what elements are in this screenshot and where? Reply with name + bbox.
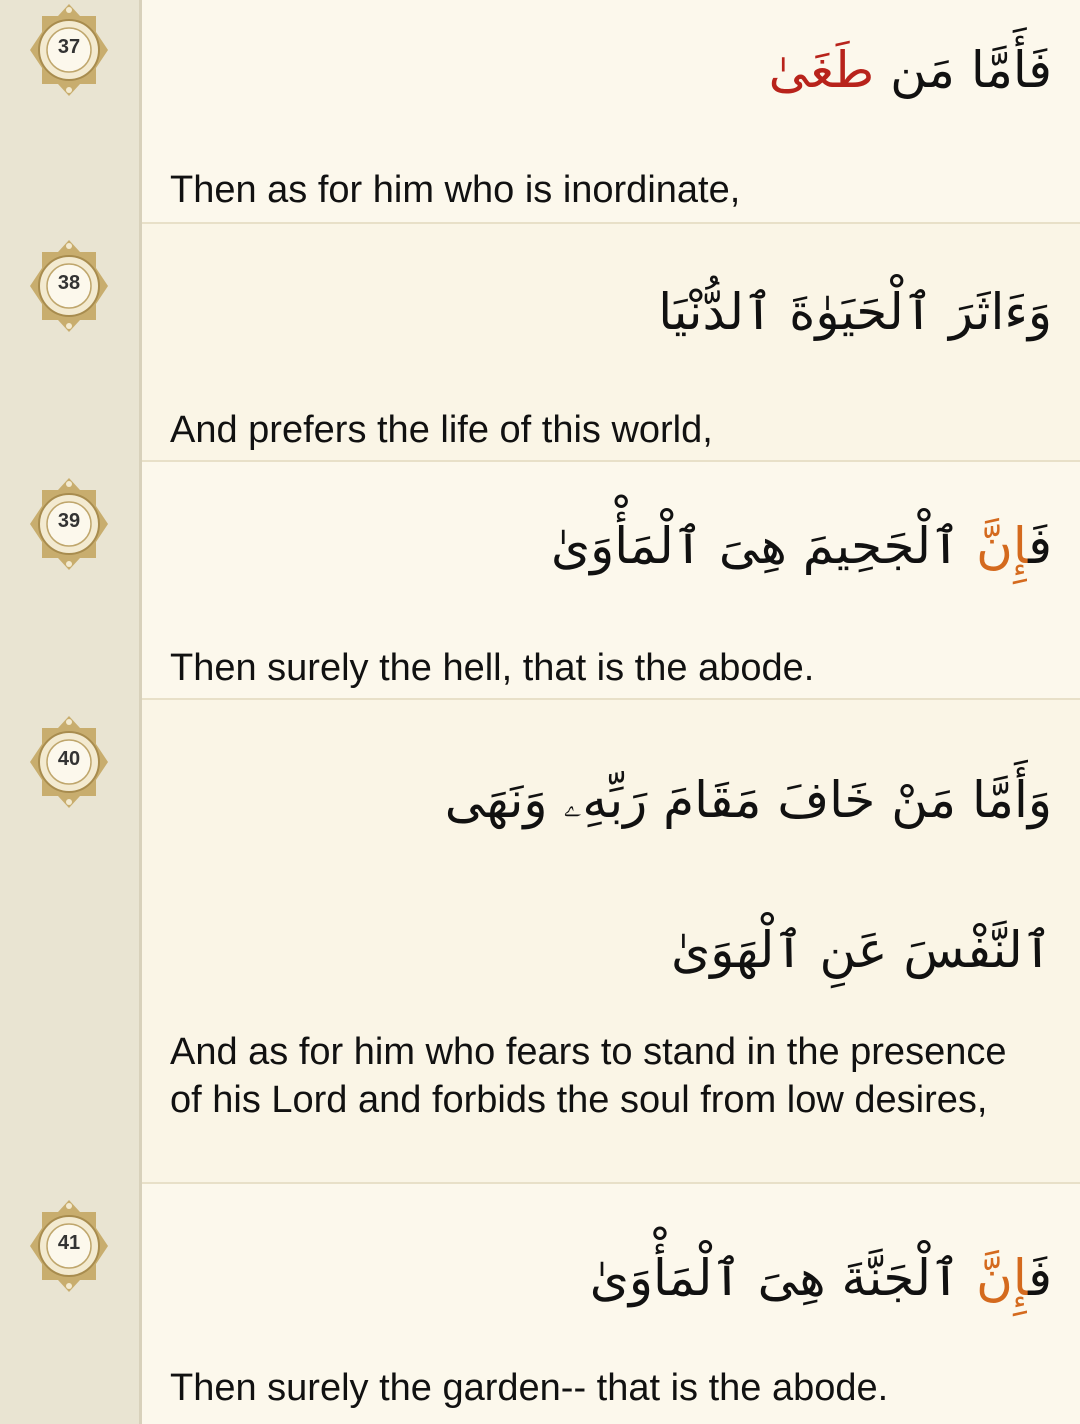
verse-badge-40[interactable] bbox=[28, 714, 110, 810]
verse-38[interactable] bbox=[142, 224, 1080, 462]
arabic-part: فَ bbox=[1028, 517, 1052, 575]
verse-number: 37 bbox=[57, 36, 81, 58]
verse-list bbox=[142, 0, 1080, 1424]
arabic-text bbox=[142, 224, 1080, 360]
translation-text: Then surely the hell, that is the abode. bbox=[170, 647, 815, 689]
verse-39[interactable] bbox=[142, 462, 1080, 700]
arabic-highlight: طَغَىٰ bbox=[768, 41, 875, 99]
verse-badge-38[interactable] bbox=[28, 238, 110, 334]
verse-41[interactable] bbox=[142, 1184, 1080, 1424]
arabic-part: وَءَاثَرَ ٱلْحَيَوٰةَ ٱلدُّنْيَا bbox=[658, 283, 1052, 341]
translation-text: Then surely the garden-- that is the abode. bbox=[170, 1367, 889, 1409]
verse-number-gutter bbox=[0, 0, 142, 1424]
arabic-part: فَأَمَّا مَن bbox=[874, 41, 1052, 99]
verse-badge-41[interactable] bbox=[28, 1198, 110, 1294]
verse-40[interactable] bbox=[142, 700, 1080, 1184]
verse-badge-37[interactable] bbox=[28, 2, 110, 98]
arabic-part: ٱلْجَحِيمَ هِىَ ٱلْمَأْوَىٰ bbox=[551, 517, 977, 575]
verse-number: 39 bbox=[57, 510, 81, 532]
arabic-text bbox=[142, 0, 1080, 118]
arabic-text bbox=[142, 462, 1080, 594]
arabic-part: ٱلْجَنَّةَ هِىَ ٱلْمَأْوَىٰ bbox=[589, 1249, 977, 1307]
translation-text: And prefers the life of this world, bbox=[170, 409, 713, 451]
arabic-highlight: إِنَّ bbox=[976, 1249, 1029, 1307]
verse-number: 41 bbox=[57, 1232, 81, 1254]
translation-text: Then as for him who is inordinate, bbox=[170, 169, 741, 211]
arabic-text-line-2: ٱلنَّفْسَ عَنِ ٱلْهَوَىٰ bbox=[671, 921, 1052, 979]
verse-badge-39[interactable] bbox=[28, 476, 110, 572]
arabic-text bbox=[142, 1184, 1080, 1326]
arabic-text-line-1: وَأَمَّا مَنْ خَافَ مَقَامَ رَبِّهِۦ وَنَهَى bbox=[444, 771, 1052, 829]
verse-number: 40 bbox=[57, 748, 81, 770]
arabic-highlight: إِنَّ bbox=[976, 517, 1029, 575]
arabic-part: فَ bbox=[1028, 1249, 1052, 1307]
verse-37[interactable] bbox=[142, 0, 1080, 224]
translation-text: And as for him who fears to stand in the presence of his Lord and forbids the soul from low desires, bbox=[170, 1031, 1007, 1121]
verse-number: 38 bbox=[57, 272, 81, 294]
